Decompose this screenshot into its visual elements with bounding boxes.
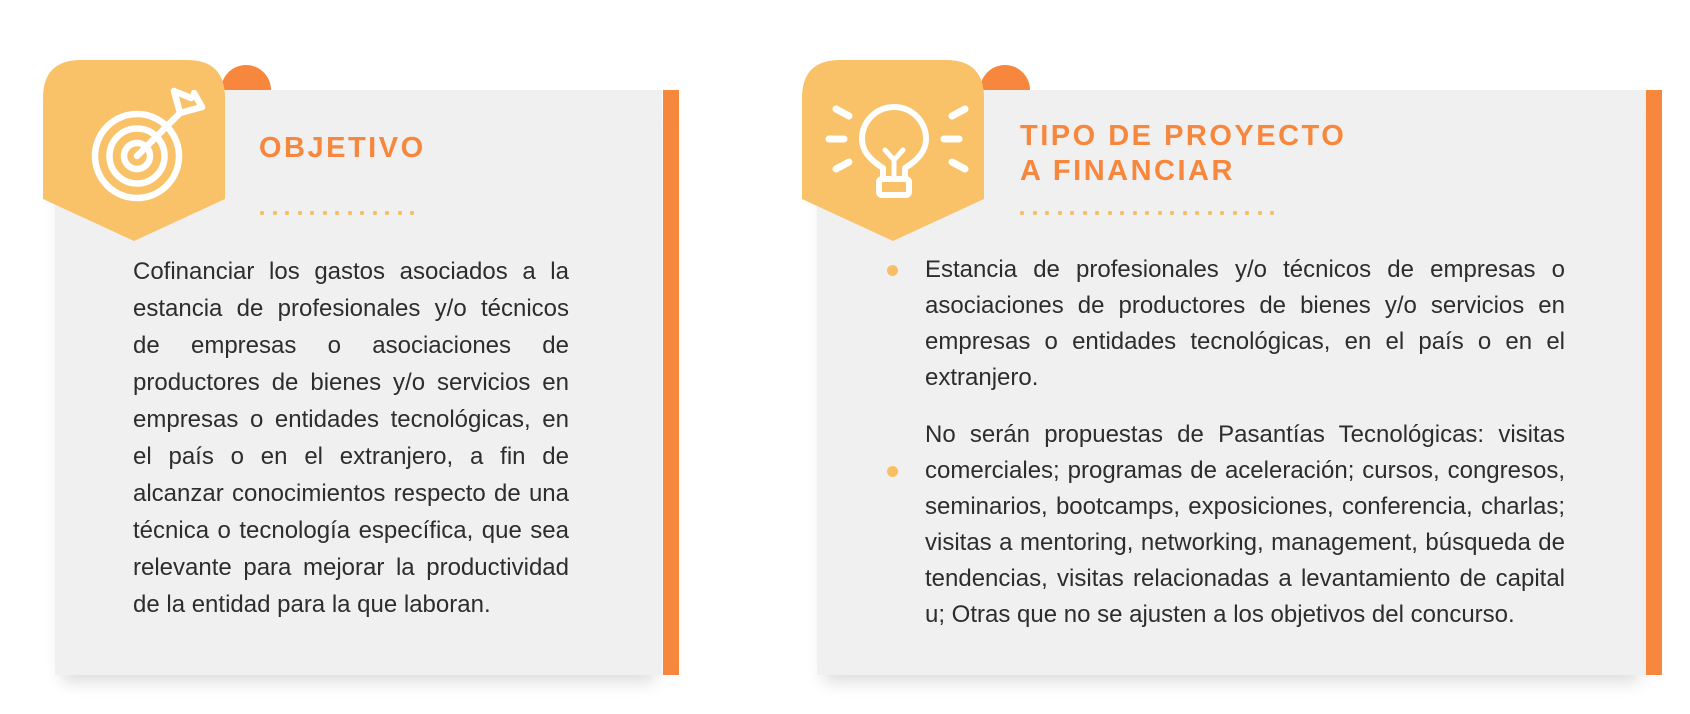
card-objetivo-body-text: Cofinanciar los gastos asociados a la estancia de profesionales y/o técnicos de empresas o asociaciones de productores de bienes y/o servicios en empresas o entidades tecnológicas, en el país o en el extranjero, a fin de alcanzar conocimientos respecto de una técnica o tecnología específica, que sea relevante para mejorar la productividad de la entidad para la que laboran. [133,258,569,618]
card-title-objetivo: OBJETIVO [259,132,426,164]
lightbulb-icon [802,60,1030,242]
card-title-line-2: A FINANCIAR [1020,155,1235,187]
bullet-text: No serán propuestas de Pasantías Tecnológicas: visitas comerciales; programas de aceleración; cursos, congresos, seminarios, bootcamps, exposiciones, conferencia, charlas; visitas a mentoring, networking, management, búsqueda de tendencias, visitas relacionadas a levantamiento de capital u; Otras que no se ajusten a los objetivos del concurso. [925,421,1565,628]
bullet-item [887,417,1565,633]
card-objetivo-accent-bar [663,90,679,675]
target-icon [43,60,271,242]
bullet-dot [887,265,898,276]
dotted-divider [1020,211,1274,215]
bullet-dot [887,466,898,477]
bullet-text: Estancia de profesionales y/o técnicos de empresas o asociaciones de productores de bienes y/o servicios en empresas o entidades tecnológicas, en el país o en el extranjero. [925,256,1565,391]
card-tipo-proyecto-accent-bar [1646,90,1662,675]
dotted-divider [260,211,414,215]
card-title-tipo-proyecto [1020,119,1346,189]
card-title-line-1: TIPO DE PROYECTO [1020,120,1347,152]
ribbon-badge [802,60,1030,242]
bullet-list [887,252,1565,633]
ribbon-badge [43,60,271,242]
bullet-item [887,252,1565,396]
